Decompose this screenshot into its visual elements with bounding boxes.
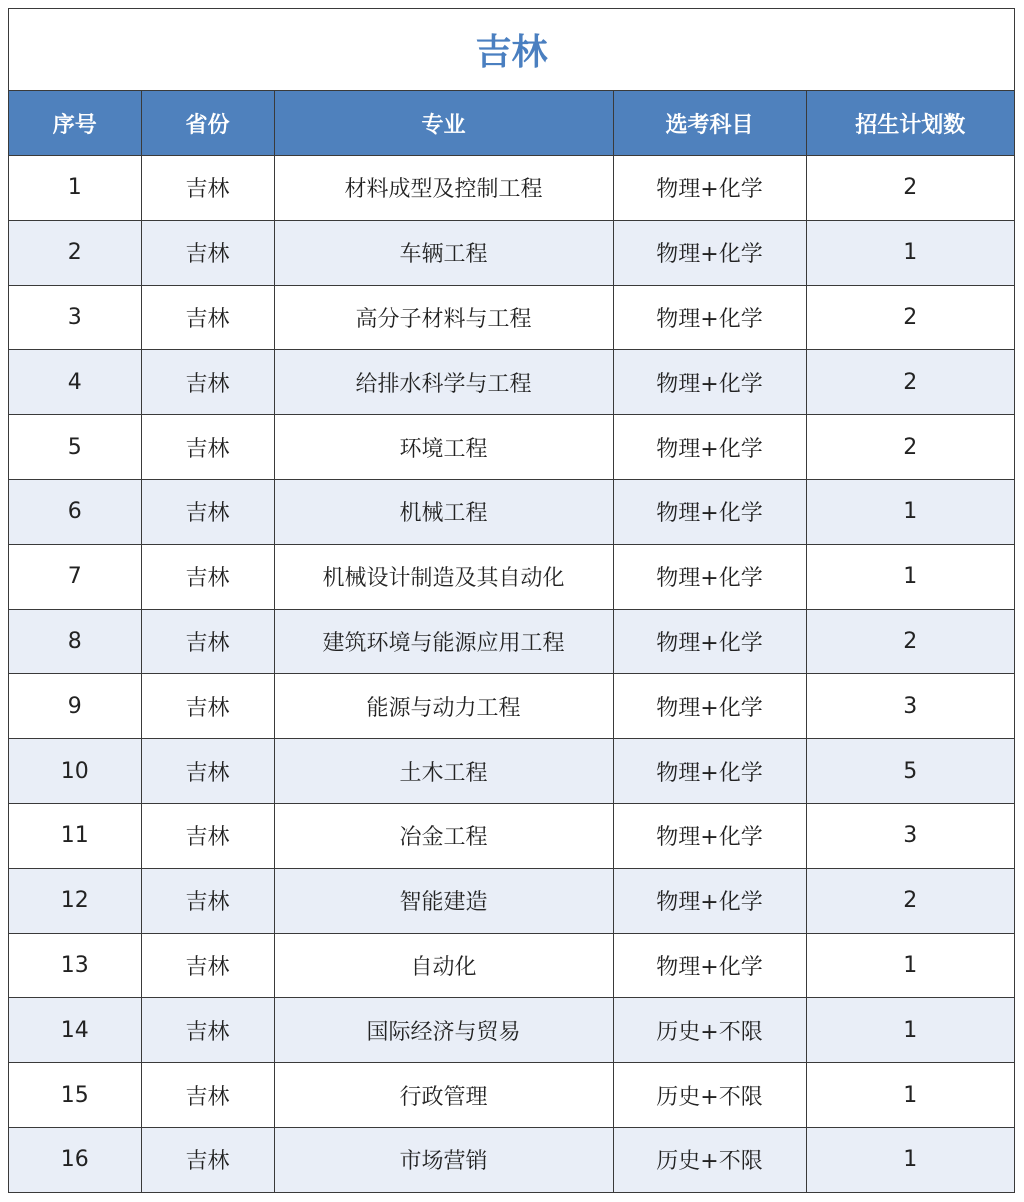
enrollment-table-sheet (8, 8, 1015, 1193)
table-row (9, 544, 1014, 609)
cell-major: 行政管理 (274, 1063, 613, 1128)
cell-province: 吉林 (141, 868, 274, 933)
cell-subjects: 物理+化学 (613, 674, 806, 739)
cell-plan-count: 2 (806, 609, 1014, 674)
cell-subjects: 物理+化学 (613, 285, 806, 350)
column-header-index: 序号 (9, 91, 141, 156)
cell-index: 12 (9, 868, 141, 933)
cell-major: 高分子材料与工程 (274, 285, 613, 350)
cell-index: 5 (9, 415, 141, 480)
table-body (9, 156, 1014, 1192)
cell-province: 吉林 (141, 415, 274, 480)
table-row (9, 739, 1014, 804)
cell-province: 吉林 (141, 350, 274, 415)
cell-plan-count: 2 (806, 415, 1014, 480)
cell-plan-count: 1 (806, 1127, 1014, 1191)
cell-major: 能源与动力工程 (274, 674, 613, 739)
cell-major: 国际经济与贸易 (274, 998, 613, 1063)
cell-plan-count: 3 (806, 803, 1014, 868)
column-header-subjects: 选考科目 (613, 91, 806, 156)
cell-subjects: 物理+化学 (613, 739, 806, 804)
cell-major: 冶金工程 (274, 803, 613, 868)
table-row (9, 285, 1014, 350)
cell-plan-count: 1 (806, 1063, 1014, 1128)
table-row (9, 803, 1014, 868)
cell-major: 建筑环境与能源应用工程 (274, 609, 613, 674)
cell-major: 环境工程 (274, 415, 613, 480)
cell-plan-count: 1 (806, 479, 1014, 544)
cell-major: 市场营销 (274, 1127, 613, 1191)
cell-index: 11 (9, 803, 141, 868)
enrollment-table (9, 91, 1014, 1192)
cell-index: 8 (9, 609, 141, 674)
cell-subjects: 物理+化学 (613, 544, 806, 609)
cell-major: 材料成型及控制工程 (274, 156, 613, 221)
column-header-province: 省份 (141, 91, 274, 156)
cell-subjects: 历史+不限 (613, 1063, 806, 1128)
cell-subjects: 物理+化学 (613, 803, 806, 868)
table-row (9, 479, 1014, 544)
cell-major: 土木工程 (274, 739, 613, 804)
cell-index: 2 (9, 220, 141, 285)
table-row (9, 674, 1014, 739)
cell-index: 16 (9, 1127, 141, 1191)
cell-province: 吉林 (141, 285, 274, 350)
cell-index: 3 (9, 285, 141, 350)
table-row (9, 1127, 1014, 1191)
cell-index: 14 (9, 998, 141, 1063)
cell-plan-count: 3 (806, 674, 1014, 739)
cell-subjects: 历史+不限 (613, 1127, 806, 1191)
cell-province: 吉林 (141, 1063, 274, 1128)
cell-subjects: 物理+化学 (613, 479, 806, 544)
cell-major: 给排水科学与工程 (274, 350, 613, 415)
cell-plan-count: 1 (806, 998, 1014, 1063)
table-row (9, 415, 1014, 480)
cell-plan-count: 1 (806, 933, 1014, 998)
cell-subjects: 物理+化学 (613, 609, 806, 674)
column-header-plan-count: 招生计划数 (806, 91, 1014, 156)
cell-index: 9 (9, 674, 141, 739)
cell-index: 7 (9, 544, 141, 609)
cell-province: 吉林 (141, 998, 274, 1063)
cell-index: 13 (9, 933, 141, 998)
table-row (9, 1063, 1014, 1128)
cell-plan-count: 2 (806, 350, 1014, 415)
cell-province: 吉林 (141, 1127, 274, 1191)
table-row (9, 220, 1014, 285)
table-row (9, 868, 1014, 933)
cell-subjects: 物理+化学 (613, 868, 806, 933)
cell-major: 机械工程 (274, 479, 613, 544)
cell-index: 1 (9, 156, 141, 221)
table-title: 吉林 (9, 9, 1014, 91)
cell-subjects: 物理+化学 (613, 933, 806, 998)
cell-subjects: 物理+化学 (613, 350, 806, 415)
cell-plan-count: 5 (806, 739, 1014, 804)
cell-province: 吉林 (141, 674, 274, 739)
cell-subjects: 物理+化学 (613, 415, 806, 480)
column-header-major: 专业 (274, 91, 613, 156)
cell-plan-count: 2 (806, 868, 1014, 933)
cell-index: 15 (9, 1063, 141, 1128)
cell-major: 自动化 (274, 933, 613, 998)
cell-major: 车辆工程 (274, 220, 613, 285)
cell-province: 吉林 (141, 739, 274, 804)
cell-province: 吉林 (141, 479, 274, 544)
cell-plan-count: 2 (806, 156, 1014, 221)
cell-index: 10 (9, 739, 141, 804)
cell-province: 吉林 (141, 544, 274, 609)
table-row (9, 156, 1014, 221)
cell-province: 吉林 (141, 156, 274, 221)
cell-province: 吉林 (141, 933, 274, 998)
table-header-row (9, 91, 1014, 156)
cell-province: 吉林 (141, 609, 274, 674)
cell-province: 吉林 (141, 220, 274, 285)
table-row (9, 933, 1014, 998)
table-row (9, 350, 1014, 415)
cell-subjects: 物理+化学 (613, 220, 806, 285)
cell-index: 6 (9, 479, 141, 544)
cell-plan-count: 1 (806, 220, 1014, 285)
table-row (9, 609, 1014, 674)
table-row (9, 998, 1014, 1063)
cell-province: 吉林 (141, 803, 274, 868)
cell-subjects: 物理+化学 (613, 156, 806, 221)
cell-major: 机械设计制造及其自动化 (274, 544, 613, 609)
cell-major: 智能建造 (274, 868, 613, 933)
cell-index: 4 (9, 350, 141, 415)
cell-plan-count: 1 (806, 544, 1014, 609)
cell-subjects: 历史+不限 (613, 998, 806, 1063)
cell-plan-count: 2 (806, 285, 1014, 350)
